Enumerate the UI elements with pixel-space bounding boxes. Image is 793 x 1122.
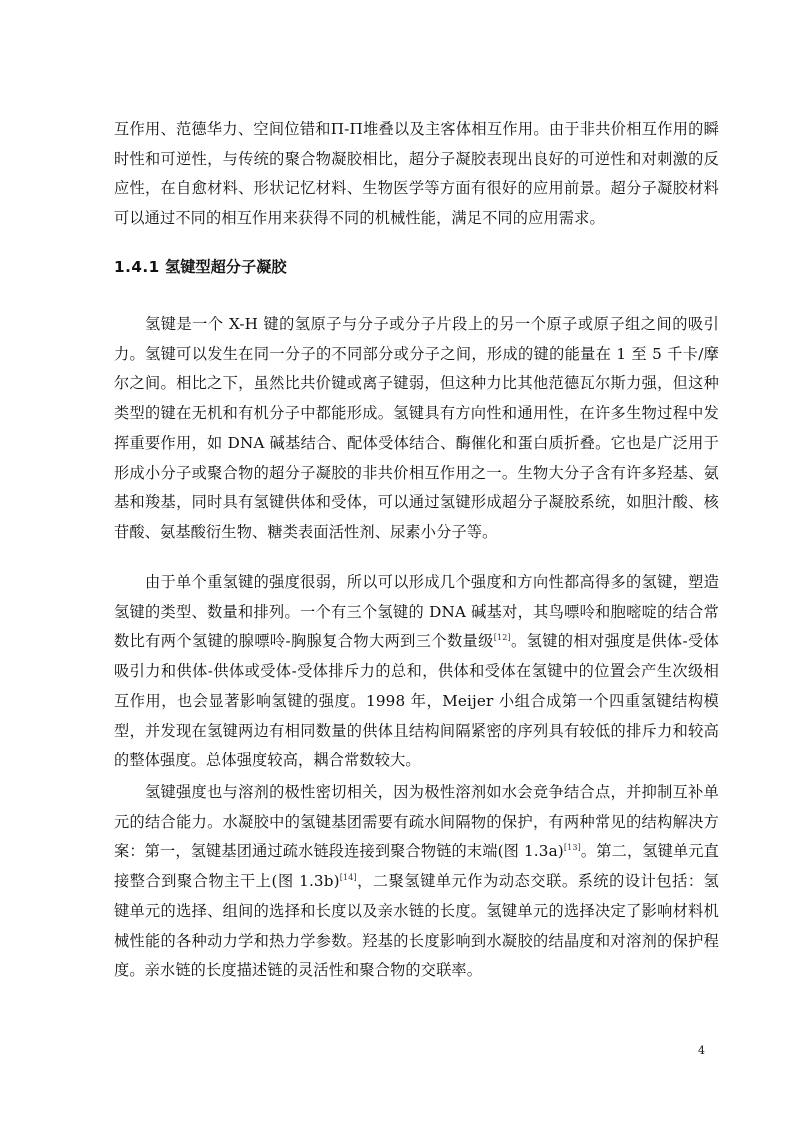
citation-12: [12] xyxy=(493,633,511,643)
page-number: 4 xyxy=(698,1044,705,1057)
citation-14: [14] xyxy=(339,873,357,883)
section-number: 1.4.1 xyxy=(114,258,160,276)
paragraph-solvent-polarity xyxy=(114,778,719,986)
paragraph-intro: 互作用、范德华力、空间位错和Π-Π堆叠以及主客体相互作用。由于非共价相互作用的瞬时性和可逆性，与传统的聚合物凝胶相比，超分子凝胶表现出良好的可逆性和对刺激的反应性，在自愈材料、形状记忆材料、生物医学等方面有很好的应用前景。超分子凝胶材料可以通过不同的相互作用来获得不同的机械性能，满足不同的应用需求。 xyxy=(114,120,719,228)
paragraph-4-text-2: 。第二，氢键单元直接整合到聚合物主干上(图 1.3b) xyxy=(114,842,719,891)
paragraph-4-text-3: ，二聚氢键单元作为动态交联。系统的设计包括：氢键单元的选择、组间的选择和长度以及亲水链的长度。氢键单元的选择决定了影响材料机械性能的各种动力学和热力学参数。羟基的长度影响到水凝胶的结晶度和对溶剂的保护程度。亲水链的长度描述链的灵活性和聚合物的交联率。 xyxy=(114,872,719,980)
paragraph-hydrogen-bond-strength xyxy=(114,568,719,776)
paragraph-3-text-2: 。氢键的相对强度是供体-受体吸引力和供体-供体或受体-受体排斥力的总和，供体和受体在氢键中的位置会产生次级相互作用，也会显著影响氢键的强度。1998 年，Meijer 小组合成第一个四重氢键结构模型，并发现在氢键两边有相同数量的供体且结构间隔紧密的序列具有较低的排斥力和较高的整体强度。总体强度较高，耦合常数较大。 xyxy=(114,632,719,770)
paragraph-4-text-1: 氢键强度也与溶剂的极性密切相关，因为极性溶剂如水会竞争结合点，并抑制互补单元的结合能力。水凝胶中的氢键基团需要有疏水间隔物的保护，有两种常见的结构解决方案：第一，氢键基团通过疏水链段连接到聚合物链的末端(图 1.3a) xyxy=(114,783,719,861)
section-title: 氢键型超分子凝胶 xyxy=(165,258,287,276)
paragraph-hydrogen-bond-definition: 氢键是一个 X-H 键的氢原子与分子或分子片段上的另一个原子或原子组之间的吸引力。氢键可以发生在同一分子的不同部分或分子之间，形成的键的能量在 1 至 5 千卡/摩尔之间。相比之下，虽然比共价键或离子键弱，但这种力比其他范德瓦尔斯力强，但这种类型的键在无机和有机分子中都能形成。氢键具有方向性和通用性，在许多生物过程中发挥重要作用，如 DNA 碱基结合、配体受体结合、酶催化和蛋白质折叠。它也是广泛用于形成小分子或聚合物的超分子凝胶的非共价相互作用之一。生物大分子含有许多羟基、氨基和羧基，同时具有氢键供体和受体，可以通过氢键形成超分子凝胶系统，如胆汁酸、核苷酸、氨基酸衍生物、糖类表面活性剂、尿素小分子等。 xyxy=(114,315,719,541)
section-heading xyxy=(114,256,287,277)
paragraph-3-text-1: 由于单个重氢键的强度很弱，所以可以形成几个强度和方向性都高得多的氢键，塑造氢键的类型、数量和排列。一个有三个氢键的 DNA 碱基对，其鸟嘌呤和胞嘧啶的结合常数比有两个氢键的腺嘌呤-胸腺复合物大两到三个数量级 xyxy=(114,573,719,651)
citation-13: [13] xyxy=(563,843,581,853)
